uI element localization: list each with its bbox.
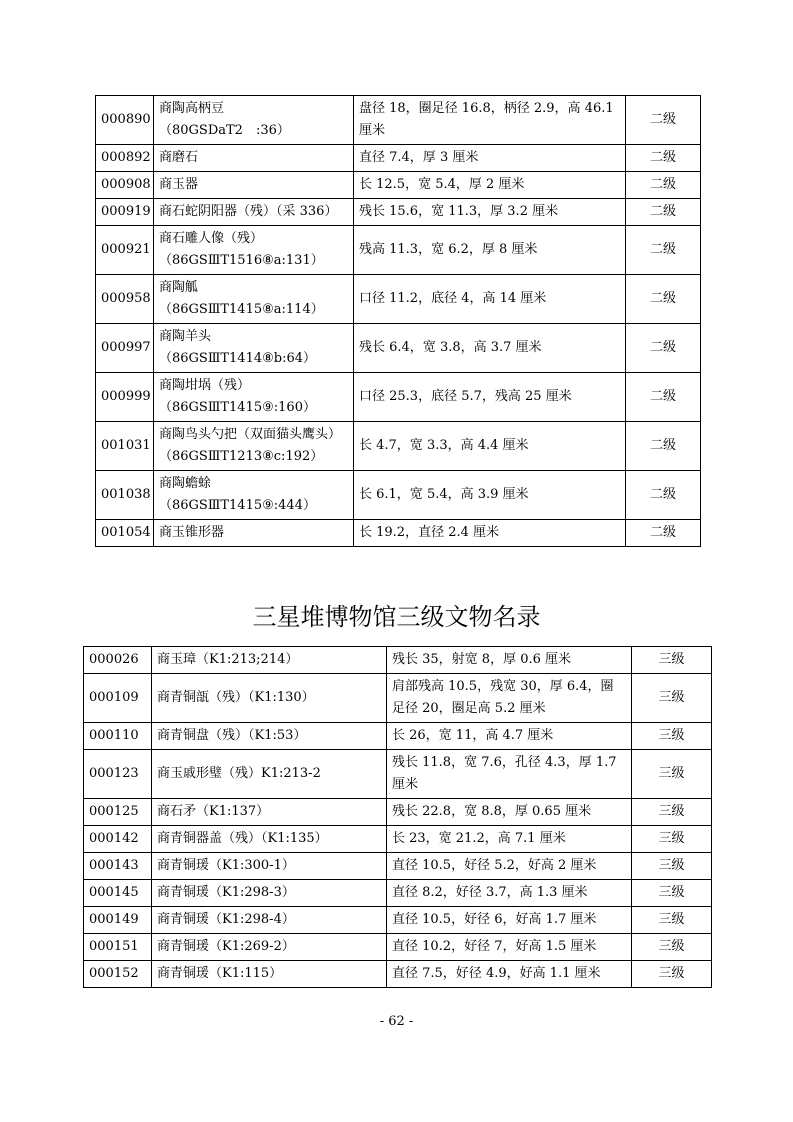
grade-cell: 三级 [632,826,712,853]
grade-cell: 三级 [632,674,712,723]
dimensions-cell: 残长 22.8，宽 8.8，厚 0.65 厘米 [387,799,632,826]
dimensions-cell: 长 12.5，宽 5.4，厚 2 厘米 [354,172,626,199]
table-row [96,172,701,199]
grade-cell: 二级 [626,373,701,422]
grade-cell: 三级 [632,723,712,750]
grade-cell: 二级 [626,199,701,226]
dimensions-cell: 直径 10.5，好径 5.2，好高 2 厘米 [387,853,632,880]
artifact-name-cell: 商青铜瑗（K1:269-2） [152,934,387,961]
artifact-name-cell: 商玉器 [154,172,354,199]
table-row [96,96,701,145]
dimensions-cell: 长 23，宽 21.2，高 7.1 厘米 [387,826,632,853]
artifact-name-cell: 商陶高柄豆（80GSDaT2 :36） [154,96,354,145]
artifact-name-cell: 商陶鸟头勺把（双面猫头鹰头）（86GSⅢT1213⑧c:192） [154,422,354,471]
catalog-number-cell: 000890 [96,96,154,145]
dimensions-cell: 长 6.1，宽 5.4，高 3.9 厘米 [354,471,626,520]
table-row [84,799,712,826]
catalog-number-cell: 000123 [84,750,152,799]
table-row [84,934,712,961]
table-row [84,853,712,880]
catalog-number-cell: 001038 [96,471,154,520]
grade-cell: 三级 [632,750,712,799]
grade-cell: 三级 [632,907,712,934]
artifact-name-cell: 商陶羊头（86GSⅢT1414⑧b:64） [154,324,354,373]
catalog-number-cell: 000921 [96,226,154,275]
artifact-name-cell: 商青铜瑗（K1:298-3） [152,880,387,907]
dimensions-cell: 盘径 18，圈足径 16.8，柄径 2.9，高 46.1 厘米 [354,96,626,145]
catalog-number-cell: 000026 [84,647,152,674]
catalog-number-cell: 000145 [84,880,152,907]
grade-cell: 三级 [632,853,712,880]
dimensions-cell: 直径 8.2，好径 3.7，高 1.3 厘米 [387,880,632,907]
table-row [96,226,701,275]
catalog-number-cell: 000908 [96,172,154,199]
artifact-name-cell: 商青铜瓿（残）（K1:130） [152,674,387,723]
dimensions-cell: 残长 35，射宽 8，厚 0.6 厘米 [387,647,632,674]
grade-cell: 二级 [626,520,701,547]
table-row [84,826,712,853]
catalog-number-cell: 000125 [84,799,152,826]
artifact-name-cell: 商玉璋（K1:213;214） [152,647,387,674]
catalog-number-cell: 000152 [84,961,152,988]
dimensions-cell: 直径 7.5，好径 4.9，好高 1.1 厘米 [387,961,632,988]
artifact-name-cell: 商陶蟾蜍（86GSⅢT1415⑨:444） [154,471,354,520]
catalog-number-cell: 000149 [84,907,152,934]
table-row [84,723,712,750]
catalog-number-cell: 000919 [96,199,154,226]
grade-three-artifacts-table [83,646,712,988]
catalog-number-cell: 000892 [96,145,154,172]
dimensions-cell: 口径 11.2，底径 4，高 14 厘米 [354,275,626,324]
artifact-name-cell: 商青铜瑗（K1:300-1） [152,853,387,880]
table-row [84,674,712,723]
grade-cell: 二级 [626,324,701,373]
catalog-number-cell: 000143 [84,853,152,880]
grade-cell: 二级 [626,226,701,275]
table-row [96,324,701,373]
grade-cell: 二级 [626,172,701,199]
table-row [84,961,712,988]
artifact-name-cell: 商石蛇阴阳器（残）（采 336） [154,199,354,226]
artifact-name-cell: 商青铜盘（残）（K1:53） [152,723,387,750]
table-row [96,373,701,422]
grade-cell: 二级 [626,275,701,324]
artifact-name-cell: 商青铜瑗（K1:298-4） [152,907,387,934]
catalog-number-cell: 000958 [96,275,154,324]
table-row [96,145,701,172]
grade-cell: 三级 [632,647,712,674]
dimensions-cell: 残长 11.8，宽 7.6，孔径 4.3，厚 1.7 厘米 [387,750,632,799]
grade-two-artifacts-table [95,95,701,547]
artifact-name-cell: 商青铜瑗（K1:115） [152,961,387,988]
table-row [96,471,701,520]
grade-cell: 三级 [632,880,712,907]
grade-cell: 二级 [626,471,701,520]
catalog-number-cell: 000997 [96,324,154,373]
dimensions-cell: 肩部残高 10.5，残宽 30，厚 6.4，圈足径 20，圈足高 5.2 厘米 [387,674,632,723]
catalog-number-cell: 000142 [84,826,152,853]
artifact-name-cell: 商玉戚形璧（残）K1:213-2 [152,750,387,799]
page-number: - 62 - [379,1014,414,1029]
table-row [96,275,701,324]
catalog-number-cell: 001031 [96,422,154,471]
artifact-name-cell: 商磨石 [154,145,354,172]
table-row [84,880,712,907]
grade-cell: 二级 [626,422,701,471]
grade-cell: 二级 [626,145,701,172]
grade-cell: 三级 [632,961,712,988]
table-row [96,199,701,226]
dimensions-cell: 直径 7.4，厚 3 厘米 [354,145,626,172]
section-title: 三星堆博物馆三级文物名录 [252,603,541,631]
catalog-number-cell: 000999 [96,373,154,422]
dimensions-cell: 口径 25.3，底径 5.7，残高 25 厘米 [354,373,626,422]
catalog-number-cell: 000151 [84,934,152,961]
dimensions-cell: 直径 10.5，好径 6，好高 1.7 厘米 [387,907,632,934]
dimensions-cell: 长 26，宽 11，高 4.7 厘米 [387,723,632,750]
dimensions-cell: 长 4.7，宽 3.3，高 4.4 厘米 [354,422,626,471]
table-row [96,422,701,471]
dimensions-cell: 残长 6.4，宽 3.8，高 3.7 厘米 [354,324,626,373]
artifact-name-cell: 商玉锥形器 [154,520,354,547]
table-row [96,520,701,547]
catalog-number-cell: 000110 [84,723,152,750]
artifact-name-cell: 商陶坩埚（残）（86GSⅢT1415⑨:160） [154,373,354,422]
dimensions-cell: 残长 15.6，宽 11.3，厚 3.2 厘米 [354,199,626,226]
artifact-name-cell: 商石雕人像（残）（86GSⅢT1516⑧a:131） [154,226,354,275]
grade-cell: 二级 [626,96,701,145]
grade-cell: 三级 [632,799,712,826]
artifact-name-cell: 商石矛（K1:137） [152,799,387,826]
dimensions-cell: 长 19.2，直径 2.4 厘米 [354,520,626,547]
catalog-number-cell: 001054 [96,520,154,547]
artifact-name-cell: 商陶觚（86GSⅢT1415⑧a:114） [154,275,354,324]
table-row [84,647,712,674]
artifact-name-cell: 商青铜器盖（残）（K1:135） [152,826,387,853]
catalog-number-cell: 000109 [84,674,152,723]
table-row [84,750,712,799]
dimensions-cell: 直径 10.2，好径 7，好高 1.5 厘米 [387,934,632,961]
table-row [84,907,712,934]
grade-cell: 三级 [632,934,712,961]
dimensions-cell: 残高 11.3，宽 6.2，厚 8 厘米 [354,226,626,275]
